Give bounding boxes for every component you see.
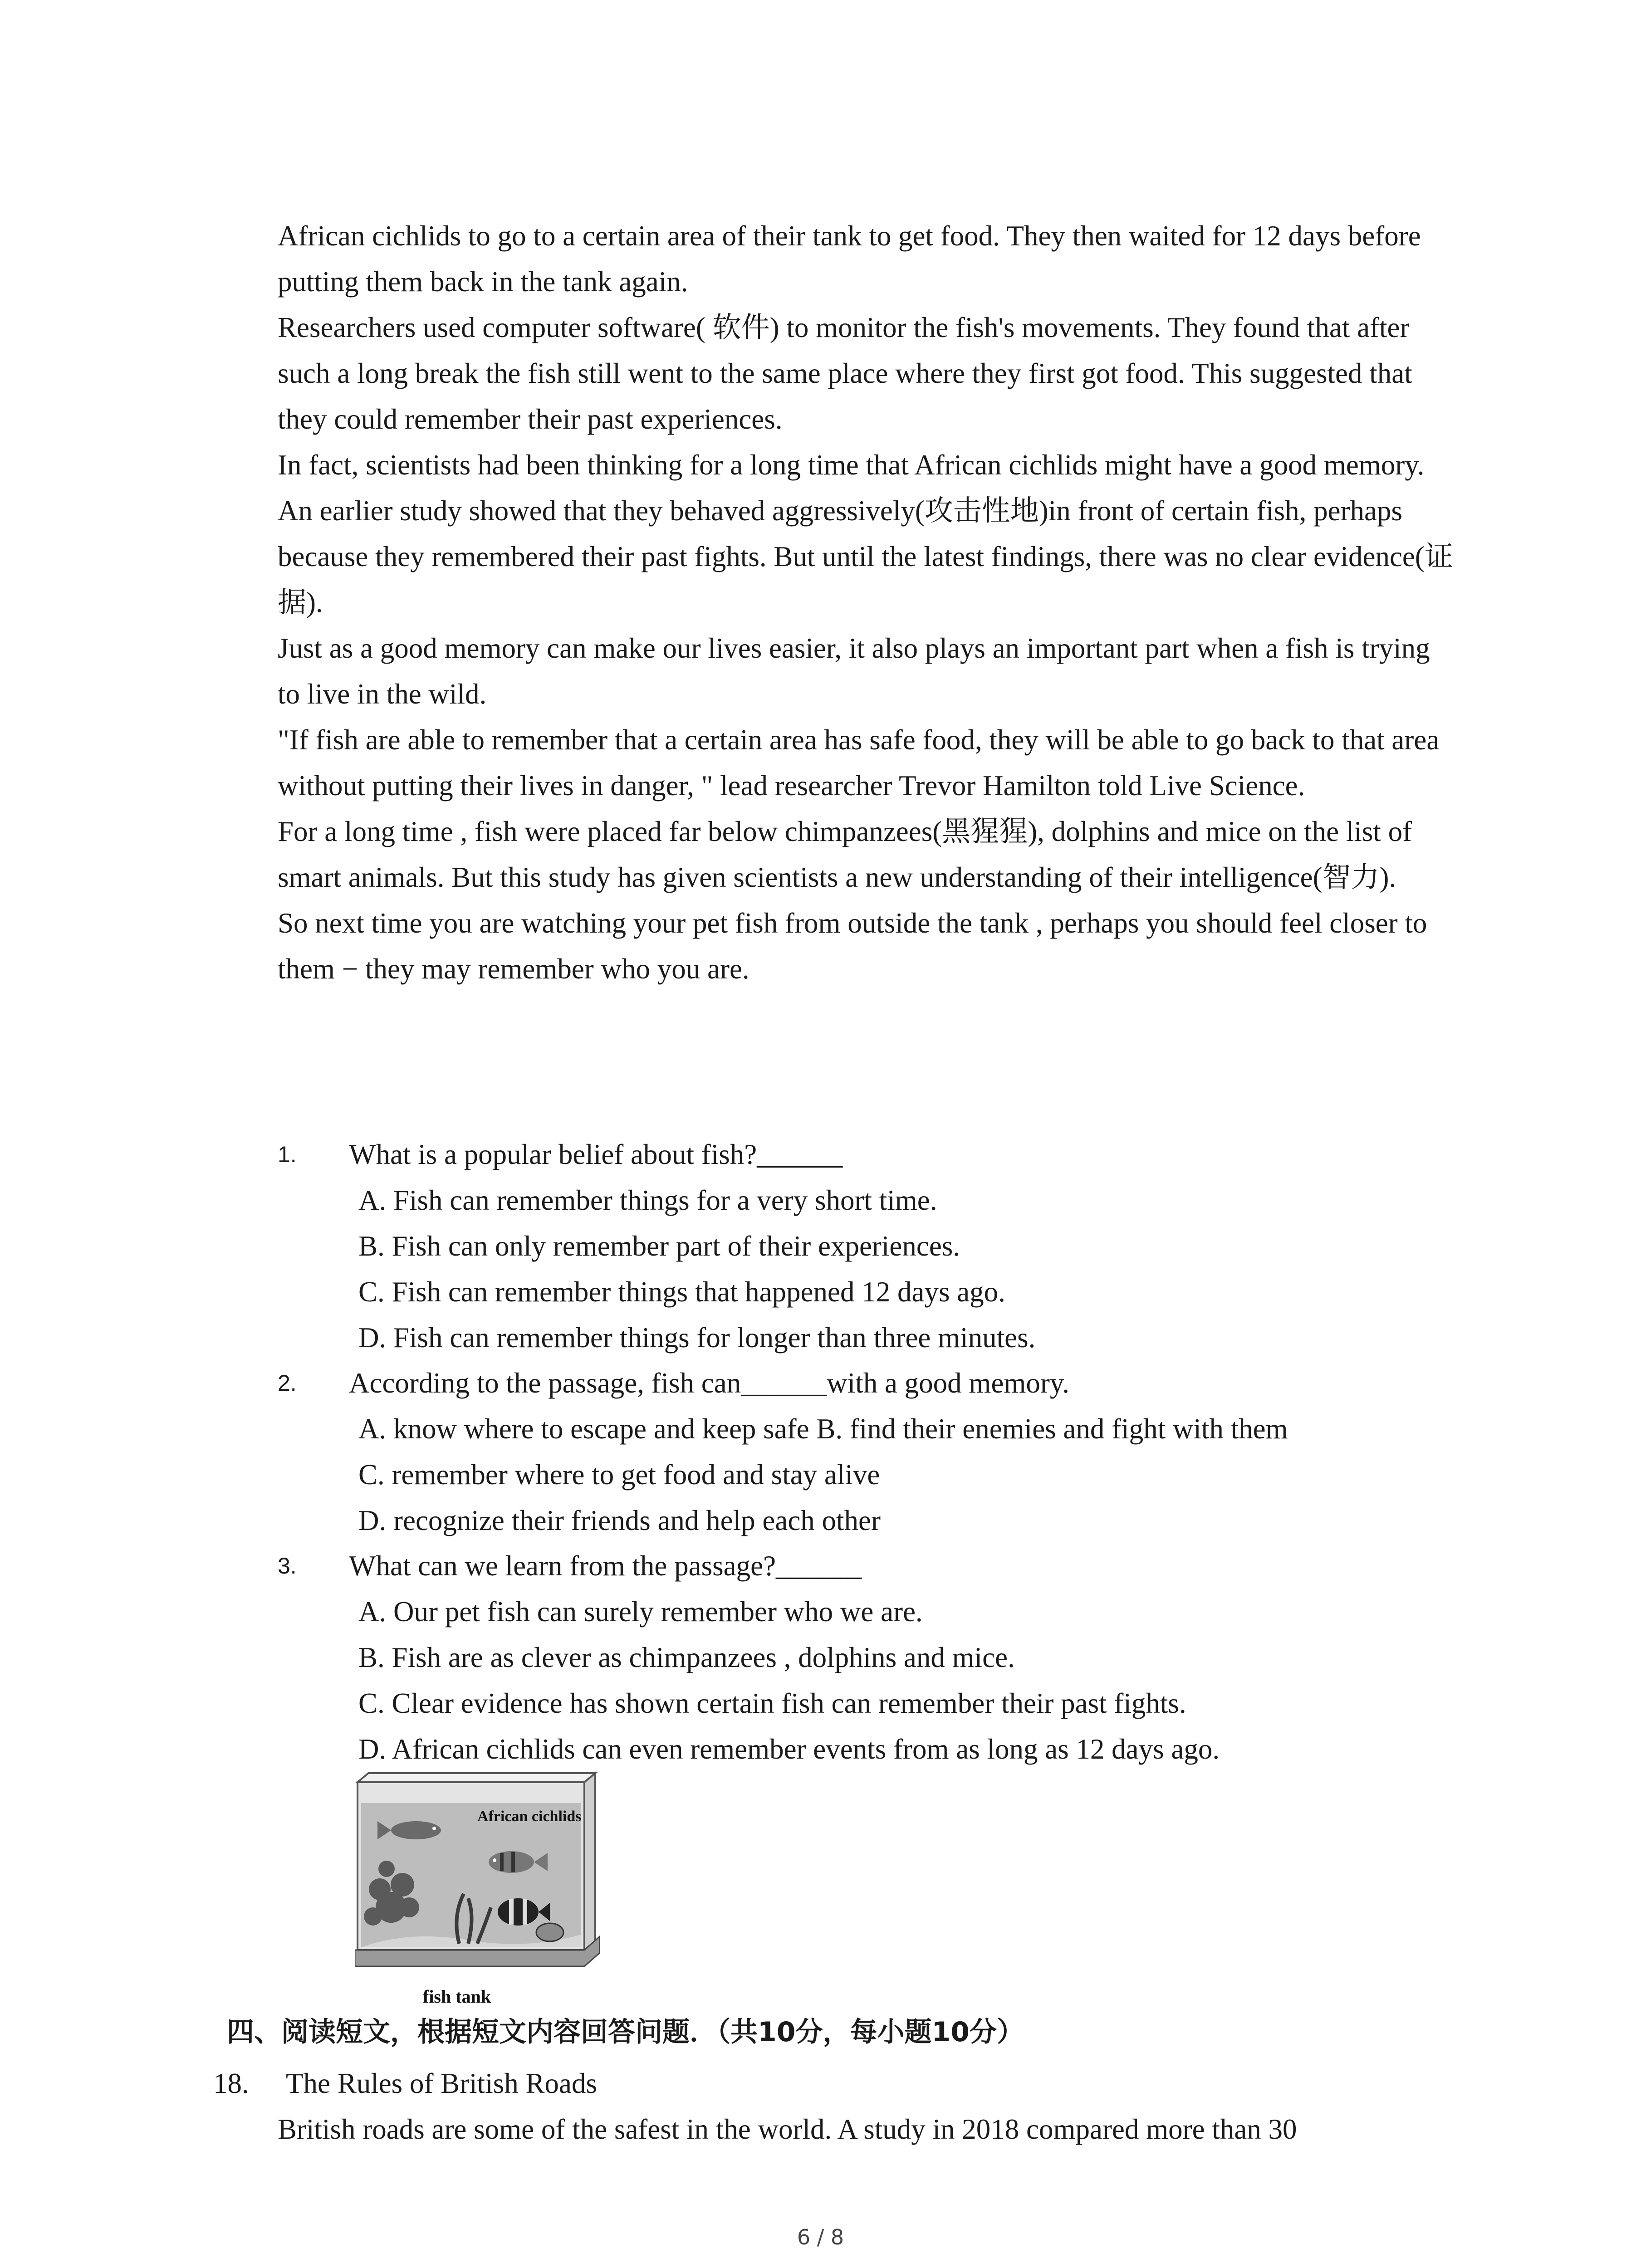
question-title: The Rules of British Roads <box>286 2068 597 2099</box>
question-18-text: British roads are some of the safest in the world. A study in 2018 compared more than 30 <box>278 2113 1297 2145</box>
passage-paragraph: "If fish are able to remember that a certain area has safe food, they will be able to go back to that area without putting their lives in danger, " lead researcher Trevor Hamilton told Live Science. <box>278 724 1440 802</box>
question-number: 18. <box>213 2068 249 2099</box>
passage-paragraph: For a long time , fish were placed far below chimpanzees(黑猩猩), dolphins and mice on the list of smart animals. But this study has given scientists a new understanding of their intelligence(智力). <box>278 816 1412 893</box>
option-b: B. Fish can only remember part of their experiences. <box>358 1230 960 1262</box>
passage-paragraph: Researchers used computer software( 软件) to monitor the fish's movements. They found that after such a long break the fish still went to the same place where they first got food. This suggested that they could remember their past experiences. <box>278 312 1412 435</box>
question-number: 2. <box>278 1370 297 1396</box>
passage-paragraph: So next time you are watching your pet fish from outside the tank , perhaps you should feel closer to them − they may remember who you are. <box>278 907 1427 985</box>
option-d: D. African cichlids can even remember events from as long as 12 days ago. <box>358 1733 1220 1765</box>
question-stem: What can we learn from the passage?______ <box>349 1550 862 1582</box>
option-a-b: A. know where to escape and keep safe B. find their enemies and fight with them <box>358 1413 1288 1445</box>
passage-paragraph: African cichlids to go to a certain area of their tank to get food. They then waited for 12 days before putting them back in the tank again. <box>278 220 1421 298</box>
option-d: D. Fish can remember things for longer than three minutes. <box>358 1322 1036 1354</box>
page-number: 6 / 8 <box>797 2225 844 2249</box>
question-number: 3. <box>278 1553 297 1579</box>
section-heading: 四、阅读短文，根据短文内容回答问题．（共10分，每小题10分） <box>227 2016 1024 2048</box>
fish-tank-figure <box>355 1771 600 2012</box>
passage-paragraph: Just as a good memory can make our lives easier, it also plays an important part when a fish is trying to live in the wild. <box>278 632 1430 710</box>
option-b: B. Fish are as clever as chimpanzees , dolphins and mice. <box>358 1642 1015 1673</box>
question-18-title <box>213 2061 597 2107</box>
tank-label: African cichlids <box>477 1808 582 1825</box>
option-a: A. Our pet fish can surely remember who we are. <box>358 1596 923 1628</box>
passage-paragraph: In fact, scientists had been thinking for a long time that African cichlids might have a good memory. <box>278 449 1425 481</box>
figure-caption: fish tank <box>423 1986 491 2007</box>
question-stem: According to the passage, fish can______with a good memory. <box>349 1367 1070 1399</box>
reading-passage <box>278 213 1457 992</box>
option-c: C. Clear evidence has shown certain fish can remember their past fights. <box>358 1687 1186 1719</box>
passage-paragraph: An earlier study showed that they behaved aggressively(攻击性地)in front of certain fish, perhaps because they remembered their past fights. But until the latest findings, there was no clear evidence(证据). <box>278 495 1453 618</box>
question-number: 1. <box>278 1142 297 1167</box>
option-a: A. Fish can remember things for a very short time. <box>358 1184 937 1216</box>
question-stem: What is a popular belief about fish?______ <box>349 1139 843 1170</box>
option-d: D. recognize their friends and help each other <box>358 1505 881 1536</box>
option-c: C. Fish can remember things that happened 12 days ago. <box>358 1276 1005 1308</box>
option-c: C. remember where to get food and stay alive <box>358 1459 880 1491</box>
